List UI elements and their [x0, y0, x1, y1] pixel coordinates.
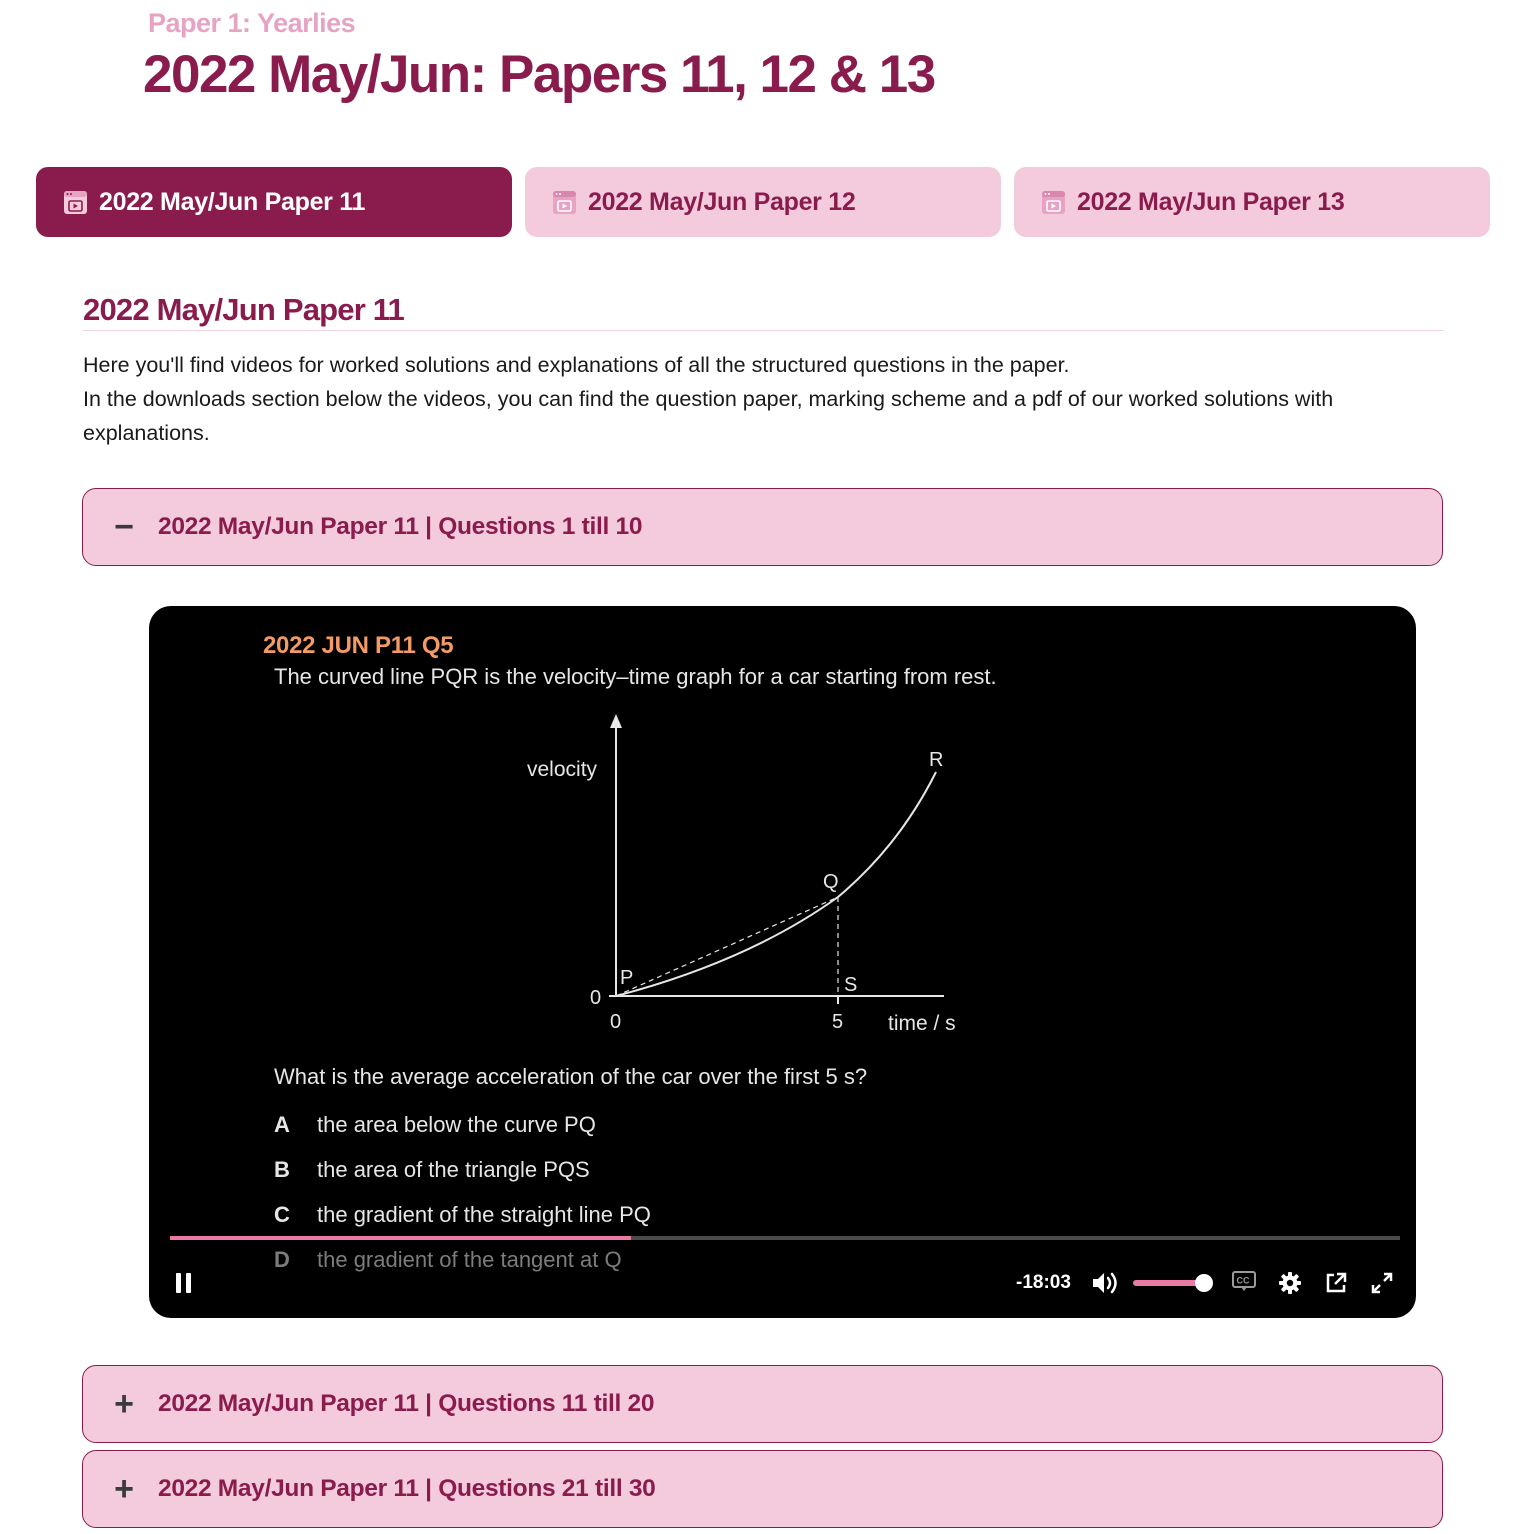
option-a: [274, 1112, 596, 1138]
option-text: the gradient of the straight line PQ: [317, 1202, 651, 1227]
point-label-q: Q: [823, 871, 839, 893]
option-letter: A: [274, 1112, 290, 1137]
section-divider: [83, 330, 1443, 331]
tab-label: 2022 May/Jun Paper 12: [588, 187, 856, 216]
option-text: the area of the triangle PQS: [317, 1157, 590, 1182]
question-reference: 2022 JUN P11 Q5: [263, 632, 454, 659]
x-axis-label: time / s: [888, 1012, 956, 1035]
chord-pq: [616, 897, 838, 996]
option-letter: C: [274, 1202, 290, 1227]
video-player[interactable]: [149, 606, 1416, 1318]
point-label-p: P: [620, 967, 634, 989]
video-calendar-icon: [552, 190, 577, 215]
tab-paper-11[interactable]: [36, 167, 512, 237]
pause-icon[interactable]: [173, 1271, 195, 1295]
tab-paper-13[interactable]: [1014, 167, 1490, 237]
time-remaining: -18:03: [1016, 1272, 1071, 1293]
question-stem: The curved line PQR is the velocity–time graph for a car starting from rest.: [274, 664, 997, 689]
accordion-label: 2022 May/Jun Paper 11 | Questions 11 till 20: [158, 1390, 655, 1417]
volume-icon[interactable]: [1090, 1270, 1120, 1296]
option-d: [274, 1247, 622, 1273]
intro-line-2: In the downloads section below the videos, you can find the question paper, marking scheme and a pdf of our worked solutions with explanations.: [83, 387, 1334, 445]
option-text: the gradient of the tangent at Q: [317, 1247, 622, 1272]
captions-icon[interactable]: [1231, 1269, 1257, 1295]
accordion-label: 2022 May/Jun Paper 11 | Questions 21 till 30: [158, 1475, 656, 1502]
volume-slider-handle[interactable]: [1195, 1274, 1213, 1292]
breadcrumb[interactable]: Paper 1: Yearlies: [148, 8, 356, 38]
question-text: What is the average acceleration of the car over the first 5 s?: [274, 1064, 868, 1089]
page-title: 2022 May/Jun: Papers 11, 12 & 13: [143, 45, 935, 104]
x-tick-label: 5: [832, 1011, 844, 1033]
x-origin-label: 0: [610, 1011, 622, 1033]
tab-label: 2022 May/Jun Paper 13: [1077, 187, 1345, 216]
accordion-questions-21-30[interactable]: [82, 1450, 1443, 1528]
point-label-s: S: [844, 974, 858, 996]
popout-icon[interactable]: [1324, 1271, 1348, 1295]
progress-fill: [170, 1236, 631, 1240]
y-axis-arrow: [610, 714, 622, 728]
accordion-questions-11-20[interactable]: [82, 1365, 1443, 1443]
expand-icon: +: [114, 1385, 134, 1423]
accordion-questions-1-10[interactable]: [82, 488, 1443, 566]
y-axis-label: velocity: [527, 758, 598, 781]
option-text: the area below the curve PQ: [317, 1112, 596, 1137]
section-heading: 2022 May/Jun Paper 11: [83, 292, 404, 327]
option-c: [274, 1202, 651, 1228]
svg-text:CC: CC: [1236, 1275, 1250, 1286]
accordion-label: 2022 May/Jun Paper 11 | Questions 1 till 10: [158, 513, 643, 540]
tab-paper-12[interactable]: [525, 167, 1001, 237]
collapse-icon: −: [114, 508, 134, 546]
fullscreen-icon[interactable]: [1370, 1271, 1394, 1295]
expand-icon: +: [114, 1470, 134, 1508]
point-label-r: R: [929, 749, 944, 771]
video-calendar-icon: [63, 190, 88, 215]
option-b: [274, 1157, 590, 1183]
tab-label: 2022 May/Jun Paper 11: [99, 187, 366, 216]
option-letter: D: [274, 1247, 290, 1272]
intro-line-1: Here you'll find videos for worked solutions and explanations of all the structured questions in the paper.: [83, 353, 1070, 377]
velocity-time-graph: [149, 606, 1416, 1056]
y-origin-label: 0: [590, 987, 602, 1009]
curve-pqr: [616, 772, 936, 996]
settings-icon[interactable]: [1278, 1271, 1302, 1295]
video-calendar-icon: [1041, 190, 1066, 215]
progress-bar[interactable]: [170, 1236, 1400, 1240]
option-letter: B: [274, 1157, 290, 1182]
section-intro: [83, 348, 1423, 450]
